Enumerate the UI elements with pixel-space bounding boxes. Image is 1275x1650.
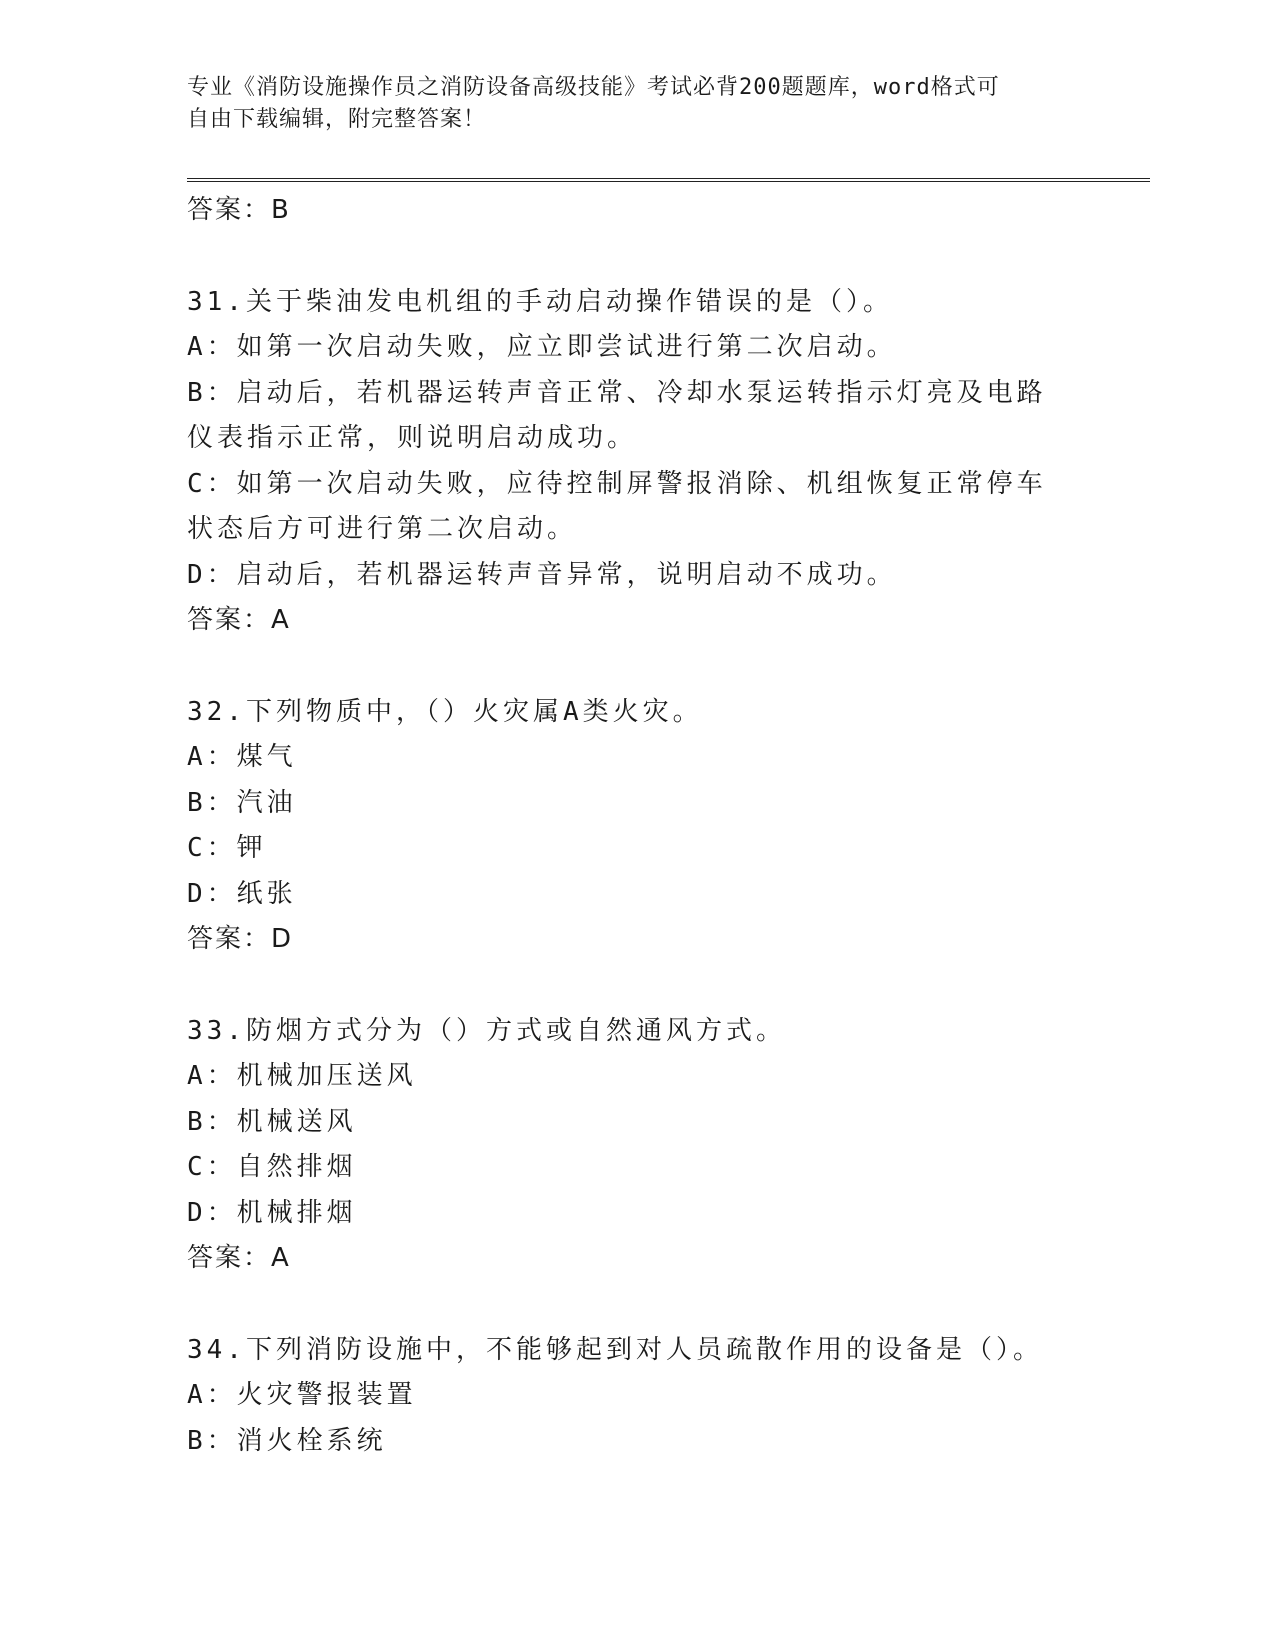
answer: 答案：A [187,605,291,635]
question-list [187,188,1087,1464]
option-a: A：如第一次启动失败，应立即尝试进行第二次启动。 [187,332,897,362]
answer: 答案：D [187,924,294,954]
option-b: B：启动后，若机器运转声音正常、冷却水泵运转指示灯亮及电路仪表指示正常，则说明启动成功。 [187,377,1047,453]
question-stem: 33.防烟方式分为（）方式或自然通风方式。 [187,1015,786,1046]
header-rule-bottom [187,181,1150,182]
option-b: B：汽油 [187,787,297,818]
option-c: C：钾 [187,833,267,863]
option-c: C：如第一次启动失败，应待控制屏警报消除、机组恢复正常停车状态后方可进行第二次启动。 [187,468,1047,544]
option-a: A：机械加压送风 [187,1061,417,1091]
question-stem: 34.下列消防设施中，不能够起到对人员疏散作用的设备是（）。 [187,1334,1043,1365]
option-a: A：煤气 [187,742,297,772]
option-b: B：消火栓系统 [187,1425,387,1456]
option-b: B：机械送风 [187,1106,357,1137]
option-d: D：启动后，若机器运转声音异常，说明启动不成功。 [187,559,897,590]
question-stem: 32.下列物质中，（）火灾属A类火灾。 [187,696,703,727]
option-a: A：火灾警报装置 [187,1380,417,1410]
option-c: C：自然排烟 [187,1152,357,1182]
question-stem: 31.关于柴油发电机组的手动启动操作错误的是（）。 [187,286,893,317]
option-d: D：机械排烟 [187,1197,357,1228]
answer: 答案：A [187,1243,291,1273]
previous-answer: 答案：B [187,195,291,225]
document-header: 专业《消防设施操作员之消防设备高级技能》考试必背200题题库，word格式可 自由下载编辑，附完整答案！ [187,75,1000,132]
header-rule-top [187,178,1150,179]
option-d: D：纸张 [187,878,297,909]
